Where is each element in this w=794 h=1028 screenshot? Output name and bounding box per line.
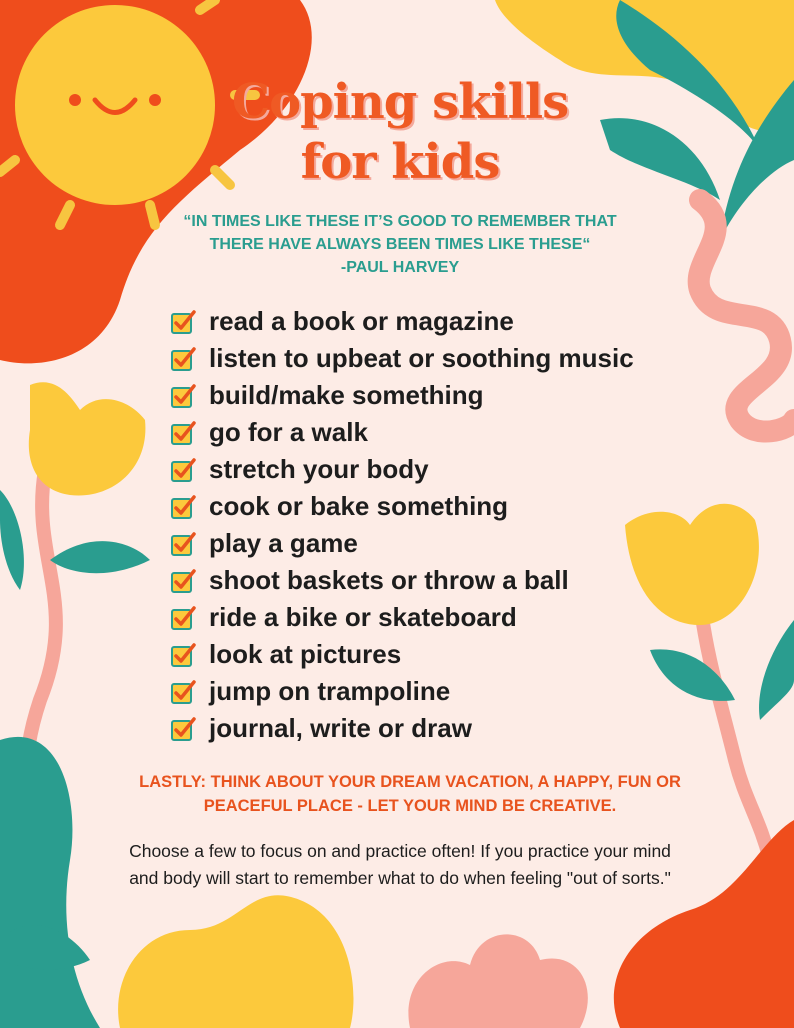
checkbox-checked-icon bbox=[170, 309, 196, 335]
checkbox-checked-icon bbox=[170, 383, 196, 409]
skill-label: listen to upbeat or soothing music bbox=[209, 343, 634, 373]
list-item bbox=[170, 414, 730, 451]
skill-label: ride a bike or skateboard bbox=[209, 602, 517, 632]
list-item bbox=[170, 451, 730, 488]
skill-label: cook or bake something bbox=[209, 491, 509, 521]
skill-label: journal, write or draw bbox=[209, 713, 472, 743]
lastly-line-1: LASTLY: THINK ABOUT YOUR DREAM VACATION, A HAPPY, FUN OR bbox=[139, 773, 681, 791]
checkbox-checked-icon bbox=[170, 346, 196, 372]
skill-label: build/make something bbox=[209, 380, 484, 410]
quote-line-1: “IN TIMES LIKE THESE IT’S GOOD TO REMEMBER THAT bbox=[183, 213, 617, 230]
skill-label: jump on trampoline bbox=[209, 676, 451, 706]
pink-flower-bottom bbox=[408, 934, 587, 1028]
skill-label: play a game bbox=[209, 528, 358, 558]
checkbox-checked-icon bbox=[170, 679, 196, 705]
checkbox-checked-icon bbox=[170, 457, 196, 483]
list-item bbox=[170, 636, 730, 673]
checkbox-checked-icon bbox=[170, 420, 196, 446]
checkbox-checked-icon bbox=[170, 605, 196, 631]
closing-line-2: and body will start to remember what to do when feeling "out of sorts." bbox=[129, 868, 671, 888]
quote-line-2: THERE HAVE ALWAYS BEEN TIMES LIKE THESE“ bbox=[209, 236, 591, 253]
list-item bbox=[170, 562, 730, 599]
checkbox-checked-icon bbox=[170, 716, 196, 742]
checkbox-checked-icon bbox=[170, 531, 196, 557]
closing-line-1: Choose a few to focus on and practice often! If you practice your mind bbox=[129, 841, 671, 861]
list-item bbox=[170, 673, 730, 710]
title-line-1: Coping skills bbox=[231, 74, 569, 130]
skill-label: read a book or magazine bbox=[209, 306, 514, 336]
list-item bbox=[170, 710, 730, 747]
list-item bbox=[170, 525, 730, 562]
skill-label: stretch your body bbox=[209, 454, 429, 484]
list-item bbox=[170, 303, 730, 340]
skill-label: look at pictures bbox=[209, 639, 402, 669]
yellow-blob-bottom bbox=[118, 895, 353, 1028]
skill-label: go for a walk bbox=[209, 417, 368, 447]
list-item bbox=[170, 377, 730, 414]
checkbox-checked-icon bbox=[170, 642, 196, 668]
skills-checklist bbox=[170, 303, 730, 747]
page-title bbox=[180, 72, 620, 192]
lastly-note bbox=[70, 770, 750, 818]
list-item bbox=[170, 488, 730, 525]
closing-paragraph bbox=[40, 838, 760, 892]
skill-label: shoot baskets or throw a ball bbox=[209, 565, 569, 595]
list-item bbox=[170, 599, 730, 636]
checkbox-checked-icon bbox=[170, 494, 196, 520]
title-line-2: for kids bbox=[300, 134, 500, 190]
list-item bbox=[170, 340, 730, 377]
quote-author: -PAUL HARVEY bbox=[340, 259, 460, 276]
lastly-line-2: PEACEFUL PLACE - LET YOUR MIND BE CREATIVE. bbox=[203, 797, 617, 815]
checkbox-checked-icon bbox=[170, 568, 196, 594]
quote-block bbox=[130, 210, 670, 279]
